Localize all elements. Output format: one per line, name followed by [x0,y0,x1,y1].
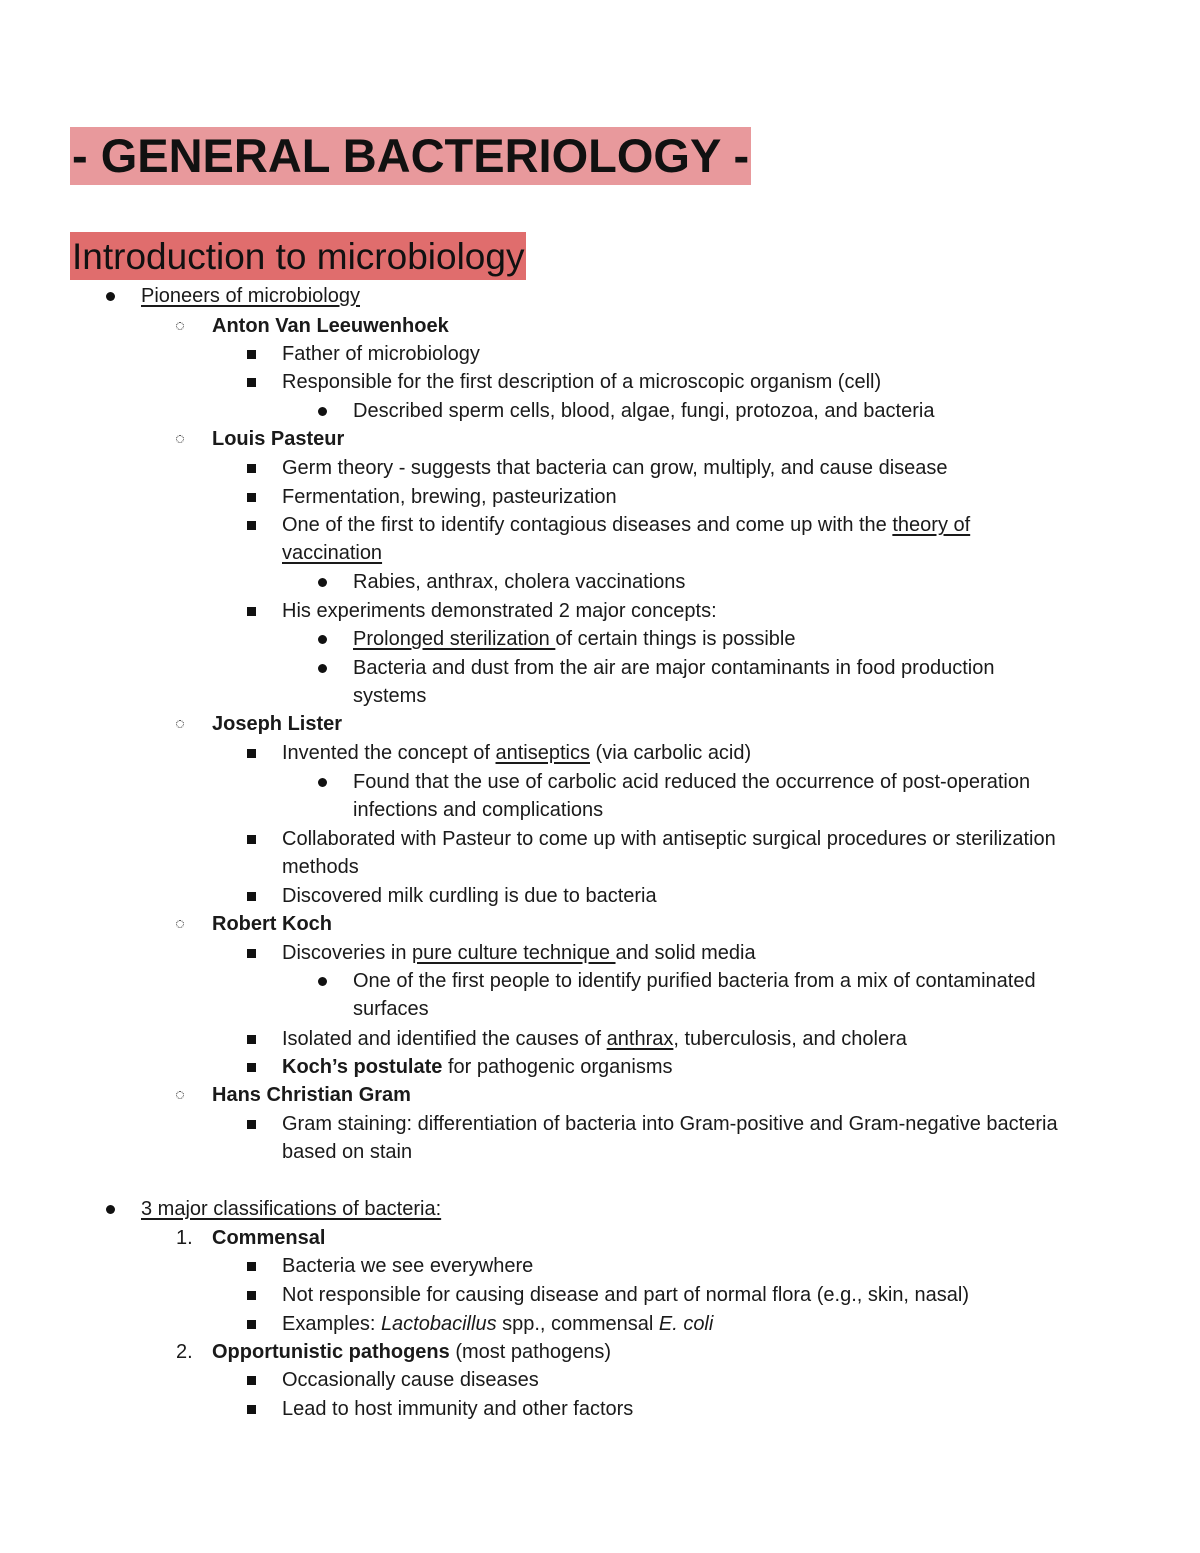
text-segment: methods [282,856,359,878]
bullet-square-icon [242,1053,260,1081]
bullet-filled-icon [313,625,331,653]
text-segment: Bacteria we see everywhere [282,1255,534,1277]
outline-item-text [212,1224,325,1252]
text-segment: , tuberculosis, and cholera [673,1028,907,1050]
bullet-square-icon [242,1395,260,1423]
outline-item-text [282,882,657,910]
text-segment: Invented the concept of [282,742,496,764]
outline-item-text [282,454,948,482]
bullet-hollow-icon [171,910,189,938]
outline-item-text [353,654,994,682]
bullet-square-icon [242,1366,260,1394]
bullet-square-icon [242,597,260,625]
text-segment: systems [353,685,427,707]
text-segment: Father of microbiology [282,343,480,365]
bullet-square-icon [242,825,260,853]
outline-item-text [353,397,934,425]
bullet-square-icon [242,1281,260,1309]
bullet-filled-icon [313,397,331,425]
text-segment: Fermentation, brewing, pasteurization [282,486,617,508]
outline-item-text [282,939,756,967]
bullet-square-icon [242,882,260,910]
bullet-square-icon [242,454,260,482]
outline-item-text [212,1081,411,1109]
text-segment: Found that the use of carbolic acid reduced the occurrence of post-operation [353,771,1031,793]
outline-item-text [212,910,332,938]
bullet-hollow-icon [171,312,189,340]
text-segment: Isolated and identified the causes of [282,1028,607,1050]
text-segment: (via carbolic acid) [590,742,752,764]
text-segment: Hans Christian Gram [212,1084,411,1106]
outline-item-text [282,483,617,511]
text-segment: Opportunistic pathogens [212,1341,450,1363]
text-segment: Koch’s postulate [282,1056,443,1078]
text-segment: Louis Pasteur [212,428,345,450]
text-segment: Germ theory - suggests that bacteria can grow, multiply, and cause disease [282,457,948,479]
text-segment: One of the first to identify contagious diseases and come up with the [282,514,893,536]
bullet-square-icon [242,368,260,396]
text-segment: of certain things is possible [555,628,796,650]
outline-item-text [353,995,429,1023]
text-segment: Discovered milk curdling is due to bacteria [282,885,657,907]
document-title: - GENERAL BACTERIOLOGY - [70,127,751,185]
text-segment: and solid media [615,942,756,964]
outline-item-text [353,768,1030,796]
text-segment: antiseptics [495,742,590,764]
outline-item-text [282,1053,673,1081]
text-segment: 3 major classifications of bacteria: [141,1198,442,1220]
text-segment: E. coli [658,1313,714,1335]
text-segment: infections and complications [353,799,604,821]
outline-item-text [282,597,717,625]
outline-item-text [353,967,1036,995]
text-segment: anthrax [606,1028,674,1050]
text-segment: Not responsible for causing disease and part of normal flora (e.g., skin, nasal) [282,1284,970,1306]
outline-item-text [212,425,344,453]
outline-item-text [282,853,359,881]
outline-item-text [282,1252,533,1280]
text-segment: Gram staining: differentiation of bacteria into Gram-positive and Gram-negative bacteria [282,1113,1058,1135]
text-segment: Bacteria and dust from the air are major contaminants in food production [353,657,995,679]
outline-item-text [141,282,360,310]
bullet-square-icon [242,511,260,539]
list-number: 2. [176,1341,193,1363]
outline-item-text [212,710,342,738]
outline-item-text [353,796,603,824]
bullet-square-icon [242,739,260,767]
outline-item-text [282,1366,539,1394]
text-segment: Discoveries in [282,942,413,964]
text-segment: (most pathogens) [449,1341,611,1363]
text-segment: spp., commensal [496,1313,659,1335]
bullet-filled-icon [313,768,331,796]
text-segment: Anton Van Leeuwenhoek [212,315,449,337]
bullet-filled-icon [313,568,331,596]
text-segment: Commensal [212,1227,326,1249]
list-number: 1. [176,1227,193,1249]
text-segment: pure culture technique [412,942,616,964]
text-segment: based on stain [282,1141,413,1163]
text-segment: Examples: [282,1313,381,1335]
outline-item-text [282,511,970,539]
text-segment: Lead to host immunity and other factors [282,1398,634,1420]
outline-item-text [282,1110,1058,1138]
bullet-square-icon [242,1252,260,1280]
text-segment: surfaces [353,998,429,1020]
outline-item-text [282,1395,633,1423]
outline-item-text [282,539,382,567]
bullet-filled-icon [101,282,119,310]
outline-item-text [282,1310,713,1338]
text-segment: for pathogenic organisms [442,1056,673,1078]
section-heading: Introduction to microbiology [70,232,526,280]
numbered-marker [176,1224,200,1252]
outline-item-text [141,1195,441,1223]
outline-item-text [353,568,685,596]
bullet-square-icon [242,939,260,967]
bullet-hollow-icon [171,710,189,738]
outline-item-text [282,739,751,767]
bullet-square-icon [242,1110,260,1138]
text-segment: Joseph Lister [212,713,343,735]
text-segment: Responsible for the first description of a microscopic organism (cell) [282,371,882,393]
text-segment: theory of [892,514,971,536]
text-segment: Robert Koch [212,913,332,935]
outline-item-text [282,825,1056,853]
outline-item-text [282,340,480,368]
text-segment: One of the first people to identify purified bacteria from a mix of contaminated [353,970,1036,992]
bullet-filled-icon [313,654,331,682]
bullet-hollow-icon [171,425,189,453]
bullet-filled-icon [313,967,331,995]
outline-item-text [282,1138,412,1166]
outline-item-text [353,682,426,710]
bullet-square-icon [242,483,260,511]
text-segment: Described sperm cells, blood, algae, fungi, protozoa, and bacteria [353,400,935,422]
text-segment: Occasionally cause diseases [282,1369,539,1391]
text-segment: Pioneers of microbiology [141,285,360,307]
text-segment: vaccination [282,542,383,564]
text-segment: Collaborated with Pasteur to come up with antiseptic surgical procedures or sterilization [282,828,1056,850]
bullet-square-icon [242,340,260,368]
bullet-hollow-icon [171,1081,189,1109]
bullet-square-icon [242,1025,260,1053]
bullet-square-icon [242,1310,260,1338]
outline-item-text [353,625,795,653]
text-segment: His experiments demonstrated 2 major concepts: [282,600,717,622]
outline-item-text [282,1281,969,1309]
text-segment: Rabies, anthrax, cholera vaccinations [353,571,686,593]
text-segment: Prolonged sterilization [353,628,556,650]
text-segment: Lactobacillus [380,1313,497,1335]
numbered-marker [176,1338,200,1366]
outline-item-text [282,1025,907,1053]
outline-item-text [282,368,881,396]
bullet-filled-icon [101,1195,119,1223]
outline-item-text [212,312,449,340]
outline-item-text [212,1338,611,1366]
